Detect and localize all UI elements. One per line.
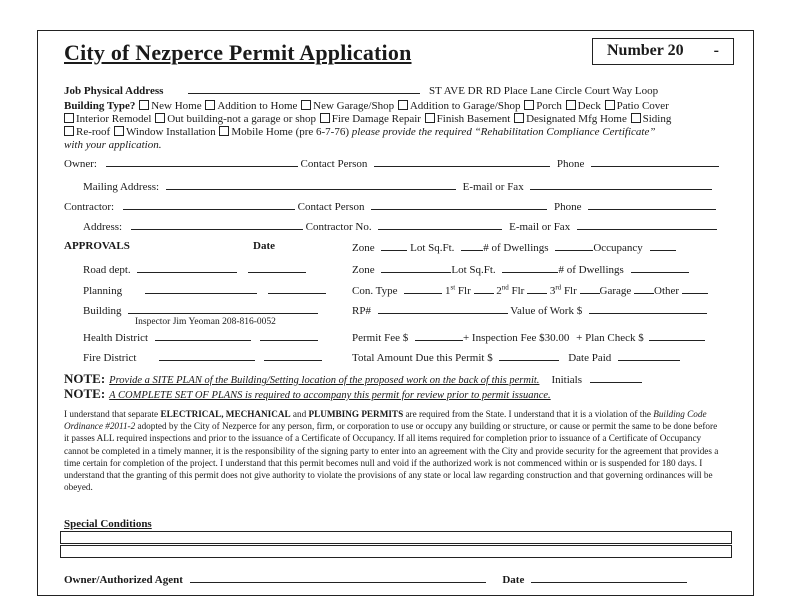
address-field[interactable] [188, 83, 420, 94]
lot-field[interactable] [502, 262, 558, 273]
rehab-note-cont: with your application. [64, 139, 162, 151]
contractor-no-field[interactable] [378, 219, 502, 230]
owner-email-field[interactable] [530, 179, 712, 190]
special-conditions-label: Special Conditions [64, 518, 152, 530]
option-new-garage: New Garage/Shop [313, 100, 395, 112]
street-types: ST AVE DR RD Place Lane Circle Court Way Loop [428, 85, 659, 97]
approval-health [83, 330, 318, 344]
permit-fee-label: Permit Fee $ [352, 332, 409, 344]
option-addition-garage: Addition to Garage/Shop [409, 100, 521, 112]
contractor-phone-label: Phone [554, 201, 582, 213]
statement-paragraph: I understand that separate ELECTRICAL, MECHANICAL and PLUMBING PERMITS are required from the State. I understand that it is a violation of the Building Code Ordinance #2011-2 adopted by the City of Nezperce for any person, firm, or corporation to use or occupy any building or structure, or cause or permit the same to be done before it passes ALL required inspections and prior to the issuance of a Certificate of Occupancy. If all items required for completion prior to issuance of a Certificate of Occupancy cannot be completed in a timely manner, it is the responsibility of the signing party to enter into an agreement with the City and provide security for the agreement that provides a time certain for completion of the project. I understand that this permit becomes null and void if the authorized work is not commenced within or is suspended for 180 days. I understand that the granting of this permit does not give authority to violate the provisions of any state or local law regarding construction and that governing ordinances will be obeyed. [64, 409, 719, 493]
option-fire-damage: Fire Damage Repair [331, 113, 421, 125]
dwellings-label: # of Dwellings [483, 242, 549, 254]
value-label: Value of Work $ [510, 305, 583, 317]
dwellings-field[interactable] [631, 262, 689, 273]
owner-phone-label: Phone [556, 158, 585, 170]
zone-field[interactable] [381, 240, 407, 251]
contractor-address-label: Address: [83, 221, 123, 233]
flr2-sup: nd [501, 283, 509, 292]
contractor-no-label: Contractor No. [305, 221, 372, 233]
option-reroof: Re-roof [76, 126, 111, 138]
zone-label: Zone [352, 242, 375, 254]
footer-date-field[interactable] [531, 572, 687, 583]
inspector-info: Inspector Jim Yeoman 208-816-0052 [135, 317, 276, 327]
other-label: Other [654, 285, 680, 297]
fire-label: Fire District [83, 352, 137, 364]
fire-field[interactable] [159, 350, 255, 361]
initials-label: Initials [551, 374, 582, 386]
flr2-field[interactable] [527, 283, 547, 294]
contractor-address-field[interactable] [131, 219, 303, 230]
building-type-line2 [64, 113, 671, 125]
checkbox[interactable] [139, 100, 149, 110]
checkbox[interactable] [114, 126, 124, 136]
road-label: Road dept. [83, 264, 131, 276]
checkbox[interactable] [320, 113, 330, 123]
total-label: Total Amount Due this Permit $ [352, 352, 493, 364]
inspection-fee-label: + Inspection Fee $30.00 [462, 332, 570, 344]
note-label: NOTE: [64, 386, 106, 401]
flr1-field[interactable] [474, 283, 494, 294]
contractor-label: Contractor: [64, 201, 115, 213]
building-label: Building [83, 305, 122, 317]
lot-field[interactable] [461, 240, 483, 251]
zone-field[interactable] [381, 262, 451, 273]
plan-check-field[interactable] [649, 330, 705, 341]
con-type-label: Con. Type [352, 285, 398, 297]
lot-label: Lot Sq.Ft. [451, 264, 496, 276]
note-2 [64, 385, 551, 403]
occupancy-label: Occupancy [593, 242, 643, 254]
note-label: NOTE: [64, 371, 106, 386]
building-type-line1 [64, 100, 669, 112]
option-siding: Siding [642, 113, 672, 125]
special-conditions-field-2[interactable] [60, 545, 732, 558]
footer-row [64, 572, 687, 586]
flr-label: Flr [511, 285, 525, 297]
plan-check-label: + Plan Check $ [576, 332, 644, 344]
contractor-row [64, 199, 716, 213]
address-label: Job Physical Address [64, 85, 164, 97]
owner-email-label: E-mail or Fax [462, 181, 524, 193]
permit-number-suffix: - [713, 42, 719, 59]
owner-contact-field[interactable] [374, 156, 550, 167]
zone-row-2 [352, 262, 689, 276]
flr3-field[interactable] [580, 283, 600, 294]
approvals-date-heading: Date [253, 240, 275, 252]
option-mobile-home: Mobile Home (pre 6-7-76) [231, 126, 350, 138]
con-type-row [352, 283, 708, 297]
contractor-phone-field[interactable] [588, 199, 716, 210]
checkbox[interactable] [301, 100, 311, 110]
garage-field[interactable] [634, 283, 654, 294]
approval-planning [83, 283, 326, 297]
checkbox[interactable] [155, 113, 165, 123]
fire-date-field[interactable] [264, 350, 322, 361]
road-date-field[interactable] [248, 262, 306, 273]
option-window: Window Installation [125, 126, 216, 138]
rehab-note: please provide the required “Rehabilitation Compliance Certificate” [351, 126, 656, 138]
occupancy-field[interactable] [650, 240, 676, 251]
lot-label: Lot Sq.Ft. [410, 242, 455, 254]
owner-label: Owner: [64, 158, 97, 170]
planning-field[interactable] [145, 283, 257, 294]
planning-label: Planning [83, 285, 123, 297]
dwellings-field[interactable] [555, 240, 593, 251]
building-type-label: Building Type? [64, 100, 136, 112]
note-site-plan: Provide a SITE PLAN of the Building/Setting location of the proposed work on the back of this permit. [109, 375, 540, 386]
rp-row [352, 303, 707, 317]
checkbox[interactable] [205, 100, 215, 110]
flr3-sup: rd [555, 283, 562, 292]
checkbox[interactable] [605, 100, 615, 110]
checkbox[interactable] [425, 113, 435, 123]
total-row [352, 350, 680, 364]
permit-fee-field[interactable] [415, 330, 463, 341]
owner-phone-field[interactable] [591, 156, 719, 167]
fee-row [352, 330, 705, 344]
contractor-address-row [83, 219, 717, 233]
option-addition-home: Addition to Home [217, 100, 298, 112]
road-field[interactable] [137, 262, 237, 273]
date-paid-label: Date Paid [568, 352, 612, 364]
footer-date-label: Date [502, 574, 525, 586]
value-field[interactable] [589, 303, 707, 314]
planning-date-field[interactable] [268, 283, 326, 294]
checkbox[interactable] [398, 100, 408, 110]
garage-label: Garage [599, 285, 632, 297]
option-finish-basement: Finish Basement [436, 113, 511, 125]
con-type-field[interactable] [404, 283, 442, 294]
option-mfg-home: Designated Mfg Home [526, 113, 627, 125]
option-porch: Porch [536, 100, 562, 112]
approval-road [83, 262, 306, 276]
special-conditions-field-1[interactable] [60, 531, 732, 544]
rp-label: RP# [352, 305, 371, 317]
checkbox[interactable] [631, 113, 641, 123]
flr2-num: 2 [496, 285, 502, 297]
checkbox[interactable] [64, 113, 74, 123]
health-field[interactable] [155, 330, 251, 341]
approval-fire [83, 350, 322, 364]
option-new-home: New Home [151, 100, 202, 112]
contractor-email-field[interactable] [577, 219, 717, 230]
owner-row [64, 156, 719, 170]
address-row [64, 83, 658, 97]
page-title: City of Nezperce Permit Application [64, 40, 412, 65]
approvals-heading: APPROVALS [64, 240, 130, 252]
checkbox[interactable] [524, 100, 534, 110]
date-paid-field[interactable] [618, 350, 680, 361]
building-type-line3 [64, 126, 655, 138]
zone-label: Zone [352, 264, 375, 276]
note-plans: A COMPLETE SET OF PLANS is required to accompany this permit for review prior to permit issuance. [109, 390, 551, 401]
contractor-contact-label: Contact Person [297, 201, 365, 213]
flr3-num: 3 [549, 285, 556, 297]
initials-field[interactable] [590, 372, 642, 383]
flr1-num: 1 [444, 285, 451, 297]
health-date-field[interactable] [260, 330, 318, 341]
building-field[interactable] [128, 303, 318, 314]
zone-row-1 [352, 240, 676, 254]
rp-field[interactable] [378, 303, 508, 314]
option-patio: Patio Cover [616, 100, 669, 112]
mailing-field[interactable] [166, 179, 456, 190]
option-deck: Deck [577, 100, 601, 112]
mailing-label: Mailing Address: [83, 181, 160, 193]
contractor-email-label: E-mail or Fax [509, 221, 571, 233]
other-field[interactable] [682, 283, 708, 294]
owner-field[interactable] [106, 156, 298, 167]
checkbox[interactable] [219, 126, 229, 136]
total-field[interactable] [499, 350, 559, 361]
flr-label: Flr [457, 285, 471, 297]
contractor-field[interactable] [123, 199, 295, 210]
flr1-sup: st [450, 283, 456, 292]
health-label: Health District [83, 332, 149, 344]
flr-label: Flr [563, 285, 577, 297]
owner-contact-label: Contact Person [300, 158, 368, 170]
option-out-building: Out building-not a garage or shop [167, 113, 316, 125]
checkbox[interactable] [64, 126, 74, 136]
approval-building [83, 303, 318, 317]
contractor-contact-field[interactable] [371, 199, 547, 210]
checkbox[interactable] [566, 100, 576, 110]
permit-number-box[interactable] [592, 38, 734, 65]
mailing-row [83, 179, 712, 193]
checkbox[interactable] [514, 113, 524, 123]
option-interior-remodel: Interior Remodel [76, 113, 152, 125]
agent-label: Owner/Authorized Agent [64, 574, 183, 586]
dwellings-label: # of Dwellings [558, 264, 624, 276]
permit-number-label: Number 20 [607, 42, 684, 59]
agent-signature-field[interactable] [190, 572, 486, 583]
